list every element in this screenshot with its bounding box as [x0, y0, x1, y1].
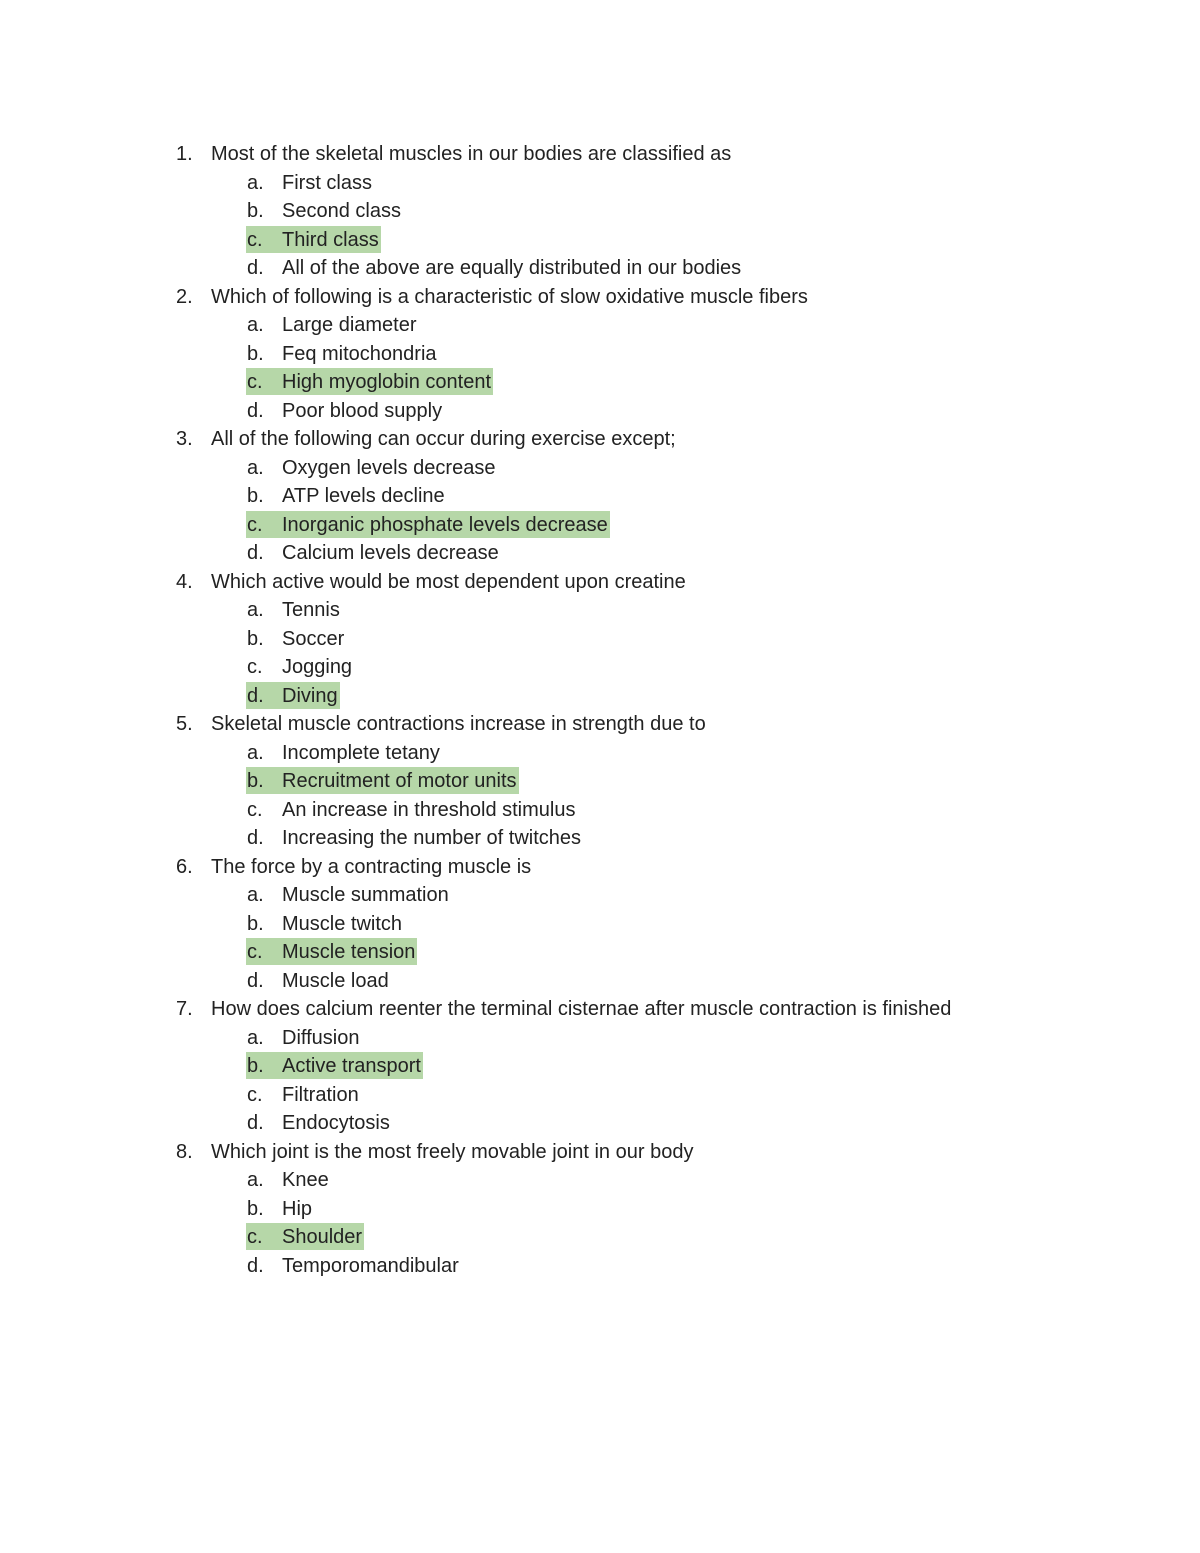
option-letter: c.: [247, 228, 263, 251]
option-text: Diving: [282, 684, 338, 707]
option-text: An increase in threshold stimulus: [282, 798, 576, 821]
option-text: Endocytosis: [282, 1112, 390, 1134]
option-letter: d.: [247, 684, 264, 707]
answer-option: [246, 454, 497, 481]
answer-option-line: [0, 197, 1200, 226]
answer-option: [246, 1024, 361, 1051]
question-line: [0, 568, 1200, 597]
question-text: Which of following is a characteristic of slow oxidative muscle fibers: [211, 285, 808, 308]
option-text: ATP levels decline: [282, 485, 445, 507]
question-number: 4.: [176, 570, 193, 593]
option-letter: c.: [247, 798, 263, 821]
answer-option-line: [0, 824, 1200, 853]
question-text: Skeletal muscle contractions increase in strength due to: [211, 713, 706, 735]
question-number: 1.: [176, 143, 193, 165]
option-letter: b.: [247, 912, 264, 935]
option-text: Large diameter: [282, 314, 417, 336]
option-text: Temporomandibular: [282, 1254, 459, 1277]
answer-option-line: [0, 1109, 1200, 1138]
answer-option-highlighted: [246, 368, 493, 395]
answer-option: [246, 482, 447, 509]
option-letter: d.: [247, 1254, 264, 1277]
answer-option: [246, 1109, 392, 1136]
option-text: Inorganic phosphate levels decrease: [282, 513, 608, 536]
option-text: Third class: [282, 228, 379, 251]
option-text: Soccer: [282, 627, 345, 650]
answer-option-line: [0, 368, 1200, 397]
question-text: Most of the skeletal muscles in our bodies are classified as: [211, 143, 732, 165]
option-letter: b.: [247, 627, 264, 650]
option-letter: c.: [247, 371, 263, 393]
answer-option-highlighted: [246, 1223, 364, 1250]
answer-option-line: [0, 881, 1200, 910]
question-line: [0, 425, 1200, 454]
option-letter: a.: [247, 884, 264, 906]
answer-option-line: [0, 340, 1200, 369]
answer-option-line: [0, 1223, 1200, 1252]
answer-option-highlighted: [246, 767, 519, 794]
option-letter: b.: [247, 1197, 264, 1220]
option-letter: d.: [247, 827, 264, 849]
answer-option-highlighted: [246, 511, 610, 538]
option-letter: c.: [247, 1226, 263, 1248]
answer-option-line: [0, 682, 1200, 711]
question-number: 6.: [176, 855, 193, 878]
answer-option-line: [0, 169, 1200, 198]
question-text: How does calcium reenter the terminal cisternae after muscle contraction is finished: [211, 998, 952, 1020]
question-number: 2.: [176, 285, 193, 308]
option-text: Hip: [282, 1197, 313, 1220]
option-letter: a.: [247, 171, 264, 194]
answer-option-line: [0, 938, 1200, 967]
option-letter: d.: [247, 257, 264, 279]
option-text: Calcium levels decrease: [282, 542, 499, 564]
question-number: 3.: [176, 428, 193, 450]
answer-option: [246, 254, 743, 281]
answer-option-highlighted: [246, 226, 381, 253]
option-text: Jogging: [282, 656, 353, 678]
answer-option-line: [0, 1252, 1200, 1281]
question-text: The force by a contracting muscle is: [211, 855, 532, 878]
answer-option: [246, 796, 577, 823]
option-letter: b.: [247, 342, 264, 365]
option-text: Muscle summation: [282, 884, 449, 906]
answer-option: [246, 1252, 461, 1279]
option-text: Active transport: [282, 1055, 421, 1077]
question-line: [0, 283, 1200, 312]
option-letter: b.: [247, 770, 264, 792]
answer-option: [246, 1195, 314, 1222]
answer-option: [246, 881, 451, 908]
answer-option-line: [0, 397, 1200, 426]
option-letter: c.: [247, 1083, 263, 1106]
option-text: First class: [282, 171, 372, 194]
option-text: Oxygen levels decrease: [282, 456, 496, 479]
answer-option-line: [0, 1081, 1200, 1110]
answer-option: [246, 653, 354, 680]
answer-option-line: [0, 653, 1200, 682]
option-letter: a.: [247, 741, 264, 764]
question-line: [0, 710, 1200, 739]
option-text: Muscle twitch: [282, 912, 403, 935]
answer-option-highlighted: [246, 938, 417, 965]
answer-option: [246, 910, 404, 937]
question-line: [0, 140, 1200, 169]
answer-option-line: [0, 254, 1200, 283]
answer-option-line: [0, 796, 1200, 825]
option-text: Filtration: [282, 1083, 359, 1106]
answer-option: [246, 967, 391, 994]
option-letter: a.: [247, 314, 264, 336]
answer-option-line: [0, 1166, 1200, 1195]
answer-option-line: [0, 454, 1200, 483]
answer-option: [246, 739, 442, 766]
answer-option: [246, 1166, 331, 1193]
option-letter: a.: [247, 456, 264, 479]
option-letter: a.: [247, 1026, 264, 1049]
answer-option-line: [0, 226, 1200, 255]
option-text: Second class: [282, 200, 401, 222]
answer-option-line: [0, 539, 1200, 568]
question-number: 7.: [176, 998, 193, 1020]
option-text: Tennis: [282, 599, 340, 621]
question-number: 8.: [176, 1140, 193, 1163]
option-text: Poor blood supply: [282, 399, 443, 422]
option-text: Shoulder: [282, 1226, 363, 1248]
option-letter: d.: [247, 399, 264, 422]
answer-option-line: [0, 1024, 1200, 1053]
answer-option-line: [0, 482, 1200, 511]
answer-option-line: [0, 311, 1200, 340]
answer-option: [246, 169, 374, 196]
answer-option: [246, 397, 444, 424]
answer-option-line: [0, 967, 1200, 996]
answer-option-highlighted: [246, 682, 340, 709]
question-line: [0, 995, 1200, 1024]
option-letter: d.: [247, 969, 264, 992]
option-text: Feq mitochondria: [282, 342, 437, 365]
option-text: All of the above are equally distributed in our bodies: [282, 257, 742, 279]
option-letter: b.: [247, 200, 264, 222]
question-line: [0, 1138, 1200, 1167]
option-text: Incomplete tetany: [282, 741, 440, 764]
option-letter: d.: [247, 542, 264, 564]
option-text: Recruitment of motor units: [282, 770, 517, 792]
answer-option-highlighted: [246, 1052, 423, 1079]
answer-option: [246, 311, 419, 338]
answer-option: [246, 539, 501, 566]
question-line: [0, 853, 1200, 882]
option-letter: c.: [247, 656, 263, 678]
question-text: Which joint is the most freely movable joint in our body: [211, 1140, 694, 1163]
answer-option-line: [0, 1052, 1200, 1081]
question-text: All of the following can occur during exercise except;: [211, 428, 676, 450]
option-letter: d.: [247, 1112, 264, 1134]
option-letter: a.: [247, 1169, 264, 1191]
answer-option: [246, 596, 342, 623]
option-text: Diffusion: [282, 1026, 360, 1049]
answer-option-line: [0, 910, 1200, 939]
option-text: Knee: [282, 1169, 329, 1191]
option-text: High myoglobin content: [282, 371, 492, 393]
quiz-document: [0, 140, 1200, 1280]
option-text: Muscle tension: [282, 941, 416, 963]
answer-option-line: [0, 511, 1200, 540]
option-text: Increasing the number of twitches: [282, 827, 582, 849]
option-letter: b.: [247, 485, 264, 507]
question-text: Which active would be most dependent upon creatine: [211, 570, 686, 593]
answer-option: [246, 1081, 361, 1108]
answer-option: [246, 340, 439, 367]
option-text: Muscle load: [282, 969, 389, 992]
option-letter: b.: [247, 1055, 264, 1077]
answer-option-line: [0, 767, 1200, 796]
answer-option-line: [0, 625, 1200, 654]
answer-option-line: [0, 596, 1200, 625]
answer-option: [246, 625, 346, 652]
answer-option-line: [0, 739, 1200, 768]
answer-option: [246, 197, 403, 224]
option-letter: c.: [247, 513, 263, 536]
answer-option: [246, 824, 583, 851]
question-number: 5.: [176, 713, 193, 735]
answer-option-line: [0, 1195, 1200, 1224]
option-letter: c.: [247, 941, 263, 963]
option-letter: a.: [247, 599, 264, 621]
